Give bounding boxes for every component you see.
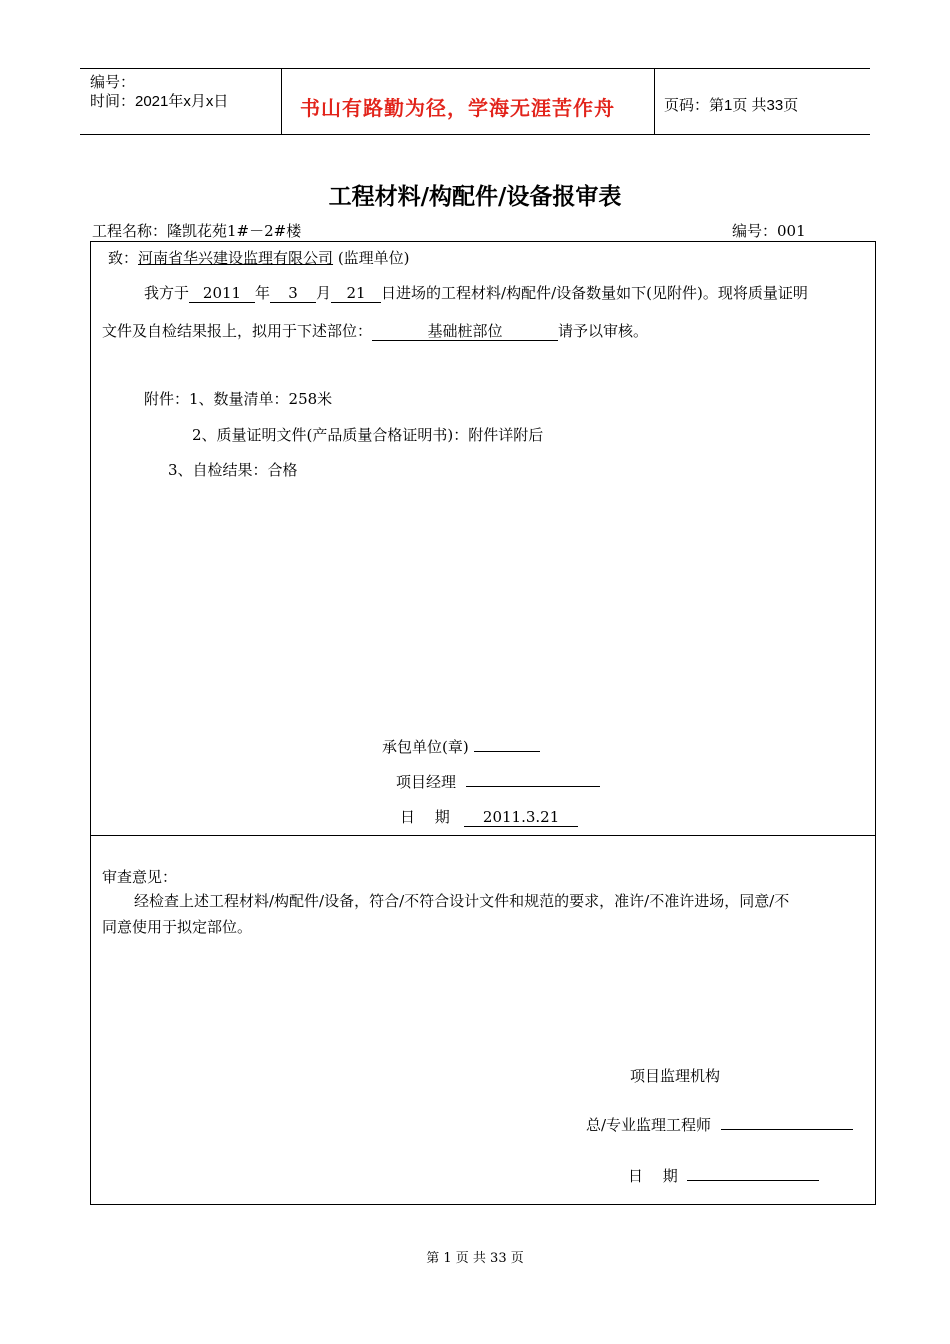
form-section-divider: [90, 835, 876, 836]
serial-number: 编号：001: [732, 222, 806, 240]
submit-date-value: 2011.3.21: [464, 809, 578, 827]
header-bottom-rule: [80, 134, 870, 135]
review-label: 审查意见：: [102, 868, 178, 886]
contractor-blank: [474, 737, 540, 752]
manager-label: 项目经理: [396, 773, 457, 791]
review-date-label: 日 期: [628, 1167, 678, 1185]
footer-page-number: 第 1 页 共 33 页: [426, 1251, 524, 1266]
attachment-2: 2、质量证明文件(产品质量合格证明书)：附件详附后: [192, 426, 544, 444]
header-divider-left: [281, 68, 282, 135]
project-name: 工程名称：隆凯花苑1#－2#楼: [92, 222, 302, 240]
addressee-suffix: (监理单位): [337, 249, 410, 267]
review-text-line2: 同意使用于拟定部位。: [102, 918, 253, 936]
contractor-line: [382, 736, 540, 757]
location-end: 请予以审核。: [558, 322, 649, 340]
engineer-blank: [721, 1115, 853, 1130]
manager-line: [396, 771, 600, 792]
attachment-3: 3、自检结果：合格: [168, 461, 298, 479]
engineer-label: 总/专业监理工程师: [586, 1116, 712, 1134]
attachment-1: 附件：1、数量清单：258米: [144, 390, 333, 408]
header-page-info: 页码：第1页 共33页: [664, 97, 799, 114]
contractor-label: 承包单位(章): [382, 738, 469, 756]
review-text-line1: 经检查上述工程材料/构配件/设备，符合/不符合设计文件和规范的要求，准许/不准许进场，同意/不: [134, 892, 790, 910]
header-divider-right: [654, 68, 655, 135]
entry-start: 我方于: [144, 284, 190, 302]
page-title: 工程材料/构配件/设备报审表: [328, 183, 622, 210]
addressee-org: 河南省华兴建设监理有限公司: [138, 249, 334, 267]
header-time-label: 时间：2021年x月x日: [90, 93, 229, 110]
entry-line: [144, 282, 808, 303]
supervision-org-label: 项目监理机构: [630, 1067, 721, 1085]
entry-month-unit: 月: [316, 284, 332, 302]
review-date-line: [628, 1165, 819, 1186]
entry-day: 21: [331, 285, 381, 303]
header-number-label: 编号：: [90, 74, 136, 91]
addressee-prefix: 致：: [108, 249, 139, 267]
addressee-line: [108, 247, 410, 268]
location-value: 基础桩部位: [372, 323, 558, 341]
entry-month: 3: [270, 285, 316, 303]
entry-rest: 日进场的工程材料/构配件/设备数量如下(见附件)。现将质量证明: [381, 284, 808, 302]
entry-year-unit: 年: [255, 284, 271, 302]
submit-date-line: [400, 806, 578, 827]
entry-year: 2011: [189, 285, 255, 303]
header-top-rule: [80, 68, 870, 69]
header-motto: 书山有路勤为径，学海无涯苦作舟: [300, 96, 615, 120]
location-start: 文件及自检结果报上，拟用于下述部位：: [102, 322, 373, 340]
engineer-line: [586, 1114, 853, 1135]
review-date-blank: [687, 1166, 819, 1181]
submit-date-label: 日 期: [400, 808, 450, 826]
manager-blank: [466, 772, 600, 787]
location-line: [102, 320, 648, 341]
form-table: [90, 241, 876, 1205]
